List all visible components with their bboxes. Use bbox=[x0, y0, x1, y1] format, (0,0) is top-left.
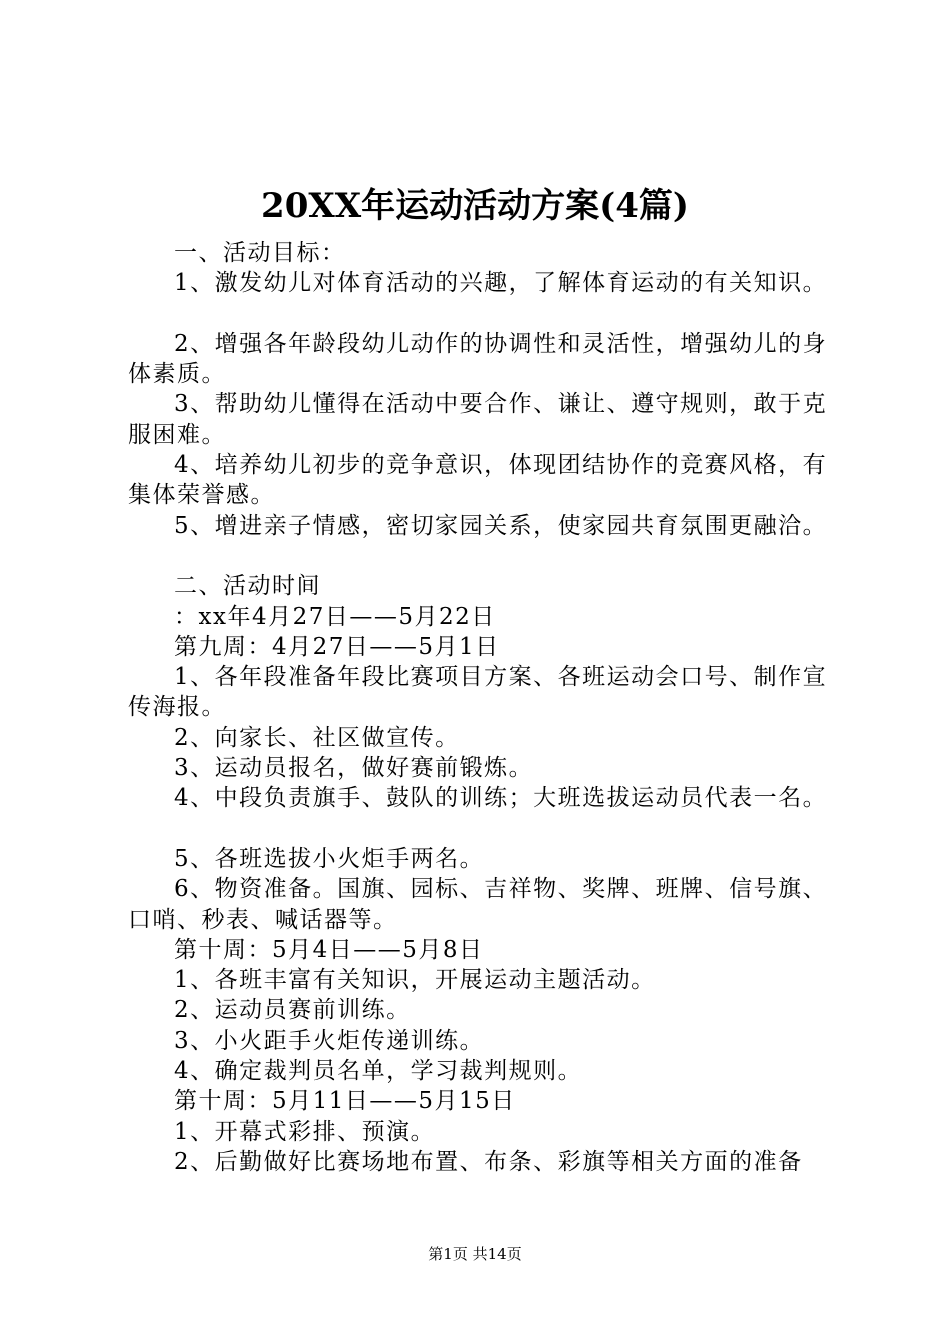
paragraph: 2、后勤做好比赛场地布置、布条、彩旗等相关方面的准备 bbox=[174, 1148, 803, 1175]
paragraph: 5、增进亲子情感，密切家园关系，使家园共育氛围更融洽。 bbox=[174, 512, 828, 539]
document-body bbox=[128, 238, 844, 1177]
paragraph: 2、运动员赛前训练。 bbox=[174, 997, 411, 1024]
paragraph: 2、向家长、社区做宣传。 bbox=[174, 724, 460, 751]
paragraph: 4、确定裁判员名单，学习裁判规则。 bbox=[174, 1058, 583, 1085]
paragraph: 4、培养幼儿初步的竞争意识，体现团结协作的竞赛风格，有集体荣誉感。 bbox=[128, 452, 828, 509]
paragraph: 5、各班选拔小火炬手两名。 bbox=[174, 845, 485, 872]
paragraph: 3、运动员报名，做好赛前锻炼。 bbox=[174, 755, 534, 782]
paragraph: 一、活动目标： bbox=[174, 240, 346, 266]
paragraph: 第九周：4月27日——5月1日 bbox=[174, 633, 500, 660]
paragraph: 4、中段负责旗手、鼓队的训练；大班选拔运动员代表一名。 bbox=[174, 785, 828, 812]
paragraph: 3、小火距手火炬传递训练。 bbox=[174, 1027, 485, 1054]
paragraph: 6、物资准备。国旗、园标、吉祥物、奖牌、班牌、信号旗、口哨、秒表、喊话器等。 bbox=[128, 876, 828, 933]
paragraph: 第十周：5月11日——5月15日 bbox=[174, 1088, 516, 1115]
paragraph: 二、活动时间 bbox=[174, 573, 321, 600]
paragraph: 1、各班丰富有关知识，开展运动主题活动。 bbox=[174, 967, 656, 994]
document-title: 20XX年运动活动方案(4篇) bbox=[261, 186, 689, 226]
paragraph: 第十周：5月4日——5月8日 bbox=[174, 936, 484, 963]
paragraph: 1、各年段准备年段比赛项目方案、各班运动会口号、制作宣传海报。 bbox=[128, 664, 828, 721]
paragraph: 2、增强各年龄段幼儿动作的协调性和灵活性，增强幼儿的身体素质。 bbox=[128, 330, 828, 388]
paragraph: 1、开幕式彩排、预演。 bbox=[174, 1118, 436, 1145]
paragraph: ：xx年4月27日——5月22日 bbox=[174, 603, 496, 630]
page-footer: 第1页 共14页 bbox=[428, 1245, 522, 1263]
paragraph: 1、激发幼儿对体育活动的兴趣，了解体育运动的有关知识。 bbox=[174, 270, 828, 297]
paragraph: 3、帮助幼儿懂得在活动中要合作、谦让、遵守规则，敢于克服困难。 bbox=[128, 391, 828, 448]
